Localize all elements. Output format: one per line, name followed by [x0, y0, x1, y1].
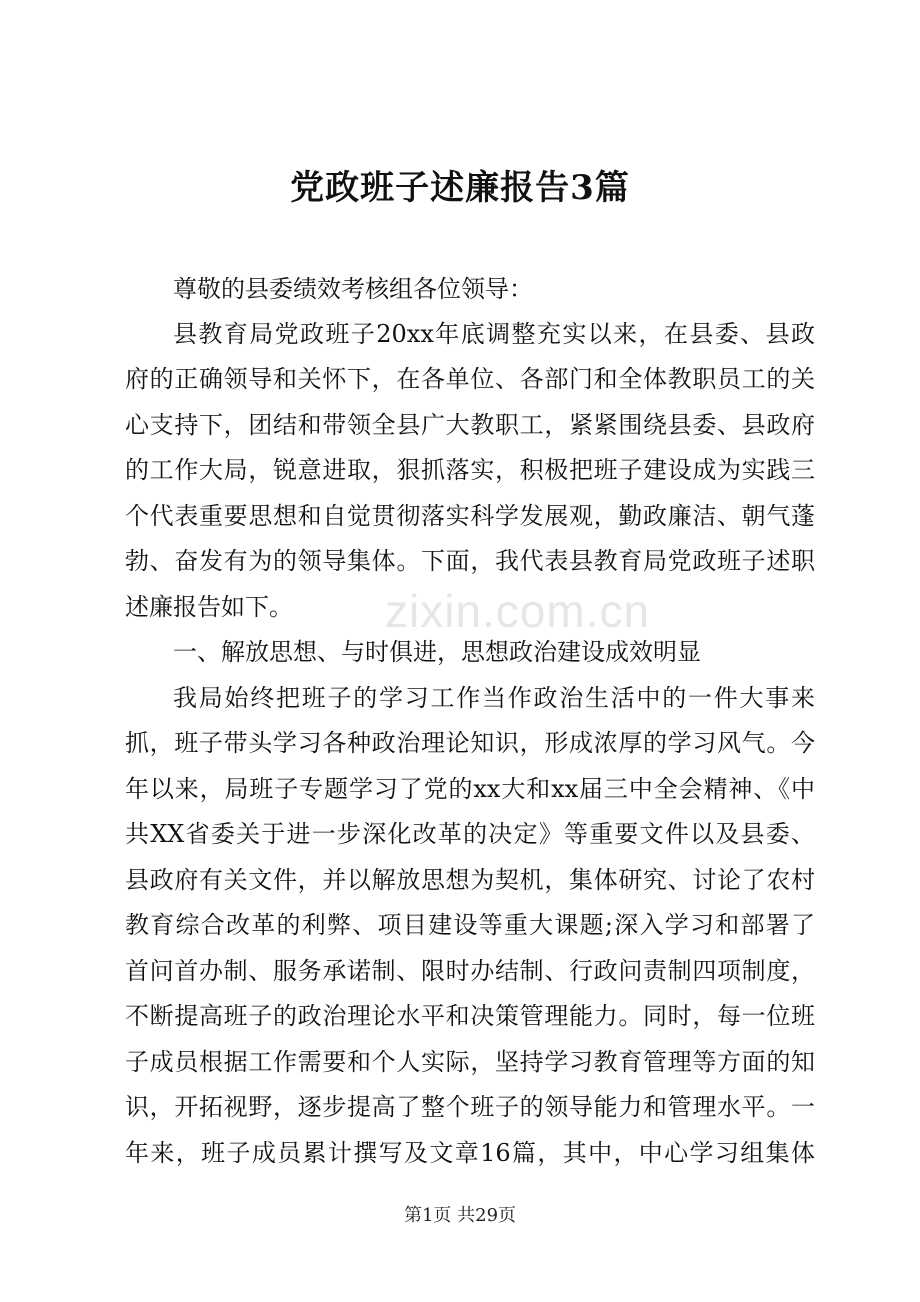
text-line: 子成员根据工作需要和个人实际，坚持学习教育管理等方面的知 [125, 1048, 815, 1076]
text-line: 县教育局党政班子20xx年底调整充实以来，在县委、县政 [173, 320, 815, 348]
watermark: zixin.com.cn [385, 585, 651, 637]
page-footer: 第1页 共29页 [403, 1205, 517, 1226]
salutation-line: 尊敬的县委绩效考核组各位领导： [173, 275, 533, 303]
text-line: 述廉报告如下。 [125, 593, 293, 621]
text-line: 我局始终把班子的学习工作当作政治生活中的一件大事来 [173, 684, 815, 712]
text-line: 个代表重要思想和自觉贯彻落实科学发展观，勤政廉洁、朝气蓬 [125, 502, 815, 530]
text-line: 的工作大局，锐意进取，狠抓落实，积极把班子建设成为实践三 [125, 456, 815, 484]
text-line: 不断提高班子的政治理论水平和决策管理能力。同时，每一位班 [125, 1002, 815, 1030]
text-line: 年以来，局班子专题学习了党的xx大和xx届三中全会精神、《中 [125, 775, 815, 803]
text-line: 勃、奋发有为的领导集体。下面，我代表县教育局党政班子述职 [125, 547, 815, 575]
text-line: 识，开拓视野，逐步提高了整个班子的领导能力和管理水平。一 [125, 1093, 815, 1121]
text-line: 共XX省委关于进一步深化改革的决定》等重要文件以及县委、 [125, 820, 815, 848]
text-line: 年来，班子成员累计撰写及文章16篇，其中，中心学习组集体 [125, 1139, 815, 1167]
section-heading: 一、解放思想、与时俱进，思想政治建设成效明显 [173, 638, 701, 666]
text-line: 抓，班子带头学习各种政治理论知识，形成浓厚的学习风气。今 [125, 729, 815, 757]
text-line: 府的正确领导和关怀下，在各单位、各部门和全体教职员工的关 [125, 365, 815, 393]
text-line: 心支持下，团结和带领全县广大教职工，紧紧围绕县委、县政府 [125, 411, 815, 439]
text-line: 县政府有关文件，并以解放思想为契机，集体研究、讨论了农村 [125, 866, 815, 894]
page-title: 党政班子述廉报告3篇 [290, 168, 630, 208]
text-line: 首问首办制、服务承诺制、限时办结制、行政问责制四项制度， [125, 957, 815, 985]
text-line: 教育综合改革的利弊、项目建设等重大课题;深入学习和部署了 [125, 911, 815, 939]
